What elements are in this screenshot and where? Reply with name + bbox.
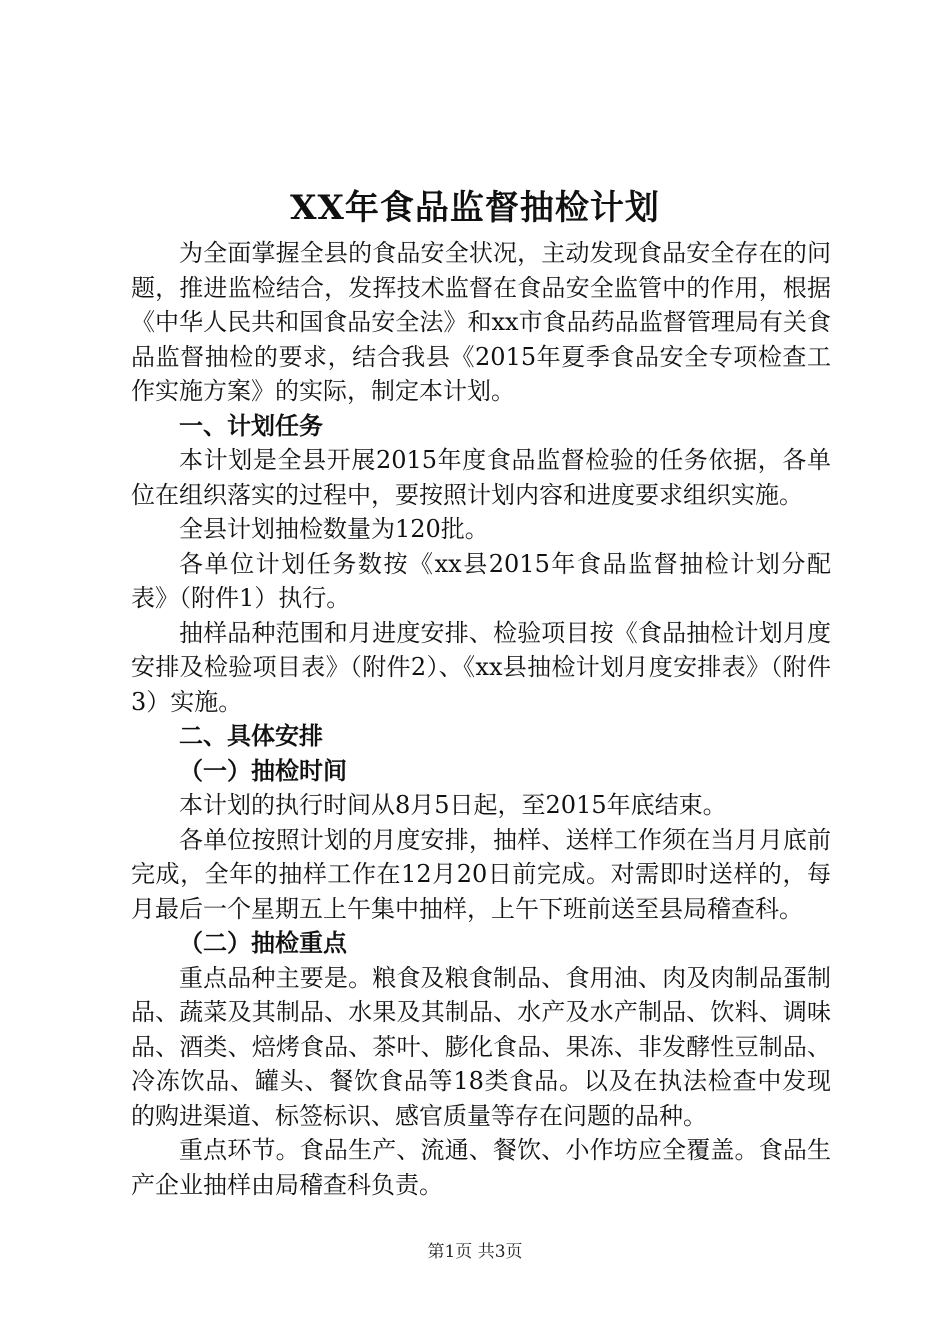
document-body xyxy=(131,236,831,1202)
subsection-heading-sampling-time: （一）抽检时间 xyxy=(179,756,347,785)
paragraph: 重点品种主要是。粮食及粮食制品、食用油、肉及肉制品蛋制品、蔬菜及其制品、水果及其制品、水产及水产制品、饮料、调味品、酒类、焙烤食品、茶叶、膨化食品、果冻、非发酵性豆制品、冷冻饮品、罐头、餐饮食品等18类食品。以及在执法检查中发现的购进渠道、标签标识、感官质量等存在问题的品种。 xyxy=(131,963,831,1130)
paragraph: 各单位按照计划的月度安排，抽样、送样工作须在当月月底前完成，全年的抽样工作在12月20日前完成。对需即时送样的，每月最后一个星期五上午集中抽样，上午下班前送至县局稽查科。 xyxy=(131,825,831,923)
intro-paragraph: 为全面掌握全县的食品安全状况，主动发现食品安全存在的问题，推进监检结合，发挥技术监督在食品安全监管中的作用，根据《中华人民共和国食品安全法》和xx市食品药品监督管理局有关食品监督抽检的要求，结合我县《2015年夏季食品安全专项检查工作实施方案》的实际，制定本计划。 xyxy=(131,239,831,405)
paragraph: 各单位计划任务数按《xx县2015年食品监督抽检计划分配表》（附件1）执行。 xyxy=(131,549,831,612)
section-heading-arrangements: 二、具体安排 xyxy=(179,722,323,750)
paragraph: 本计划的执行时间从8月5日起，至2015年底结束。 xyxy=(179,791,727,819)
subsection-heading-sampling-focus: （二）抽检重点 xyxy=(179,929,347,957)
paragraph: 全县计划抽检数量为120批。 xyxy=(179,515,489,543)
section-heading-plan-tasks: 一、计划任务 xyxy=(179,411,323,440)
paragraph: 抽样品种范围和月进度安排、检验项目按《食品抽检计划月度安排及检验项目表》（附件2）、《xx县抽检计划月度安排表》（附件3）实施。 xyxy=(131,618,831,716)
page-number: 第1页 共3页 xyxy=(427,1242,523,1262)
paragraph: 本计划是全县开展2015年度食品监督检验的任务依据，各单位在组织落实的过程中，要按照计划内容和进度要求组织实施。 xyxy=(131,446,831,509)
paragraph: 重点环节。食品生产、流通、餐饮、小作坊应全覆盖。食品生产企业抽样由局稽查科负责。 xyxy=(131,1136,831,1199)
document-title: XX年食品监督抽检计划 xyxy=(290,188,660,228)
